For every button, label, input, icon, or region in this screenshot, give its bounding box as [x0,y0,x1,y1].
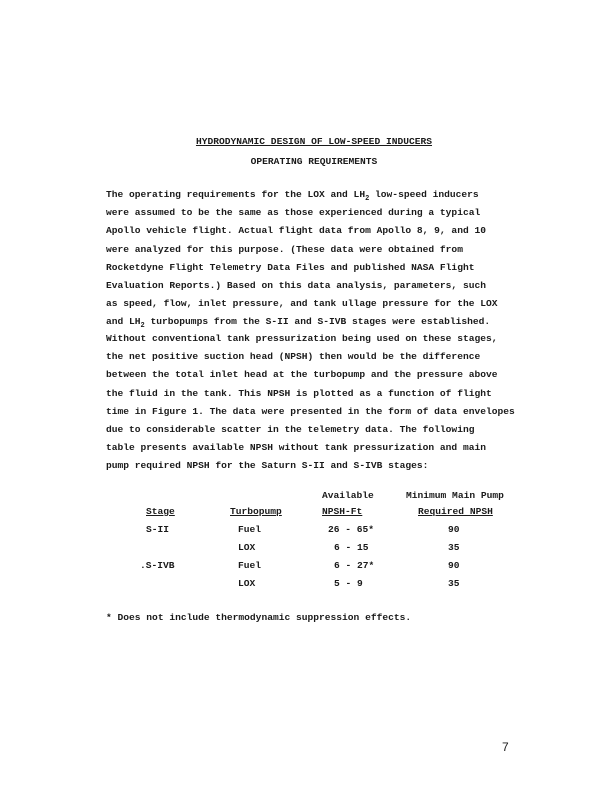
paragraph-line: and $LH_2$ turbopumps from the S-II and S-IVB stages were established. [106,316,491,331]
header-required-npsh: Required NPSH [418,506,493,517]
footnote: * Does not include thermodynamic suppression effects. [106,612,412,623]
table-cell-stage: S-II [146,524,170,535]
paragraph-line: were analyzed for this purpose. (These data were obtained from [106,243,463,255]
header-npsh-ft: NPSH-Ft [322,506,363,517]
table-cell-turbopump: Fuel [238,560,262,571]
paragraph-line: were assumed to be the same as those experienced during a typical [106,207,481,219]
table-cell-required: 35 [448,578,460,589]
paragraph-line: table presents available NPSH without tank pressurization and main [106,442,486,454]
table-cell-available: 5 - 9 [334,578,363,589]
section-heading: OPERATING REQUIREMENTS [250,156,378,167]
table-cell-available: 6 - 15 [334,542,369,553]
table-cell-required: 90 [448,560,460,571]
paragraph-1 [106,186,526,332]
table-cell-available: 6 - 27* [334,560,375,571]
paragraph-line: the fluid in the tank. This NPSH is plotted as a function of flight [106,387,492,399]
paragraph-line: between the total inlet head at the turbopump and the pressure above [106,369,498,381]
paragraph-line: due to considerable scatter in the telemetry data. The following [106,424,475,436]
document-title: HYDRODYNAMIC DESIGN OF LOW-SPEED INDUCERS [195,136,433,147]
paragraph-line: the net positive suction head (NPSH) then would be the difference [106,351,481,363]
table-cell-stage: .S-IVB [140,560,175,571]
paragraph-line: as speed, flow, inlet pressure, and tank ullage pressure for the LOX [106,298,498,310]
header-available: Available [322,490,374,501]
table-cell-available: 26 - 65* [328,524,375,535]
header-minimum: Minimum Main Pump [406,490,504,501]
table-cell-required: 90 [448,524,460,535]
page-number: 7 [502,740,509,754]
paragraph-line: Evaluation Reports.) Based on this data analysis, parameters, such [106,280,486,292]
paragraph-line: pump required NPSH for the Saturn S-II and S-IVB stages: [106,460,429,472]
table-cell-required: 35 [448,542,460,553]
table-cell-turbopump: Fuel [238,524,262,535]
paragraph-line: time in Figure 1. The data were presented in the form of data envelopes [106,405,515,417]
paragraph-line: Rocketdyne Flight Telemetry Data Files and published NASA Flight [106,261,475,273]
paragraph-line: The operating requirements for the LOX and $LH_2$ low-speed inducers [106,189,479,203]
paragraph-2 [106,330,526,476]
paragraph-line: Apollo vehicle flight. Actual flight data from Apollo 8, 9, and 10 [106,225,486,237]
paragraph-line: Without conventional tank pressurization being used on these stages, [106,333,498,344]
header-turbopump: Turbopump [230,506,282,517]
table-cell-turbopump: LOX [238,542,256,553]
header-stage: Stage [146,506,175,517]
table-cell-turbopump: LOX [238,578,256,589]
